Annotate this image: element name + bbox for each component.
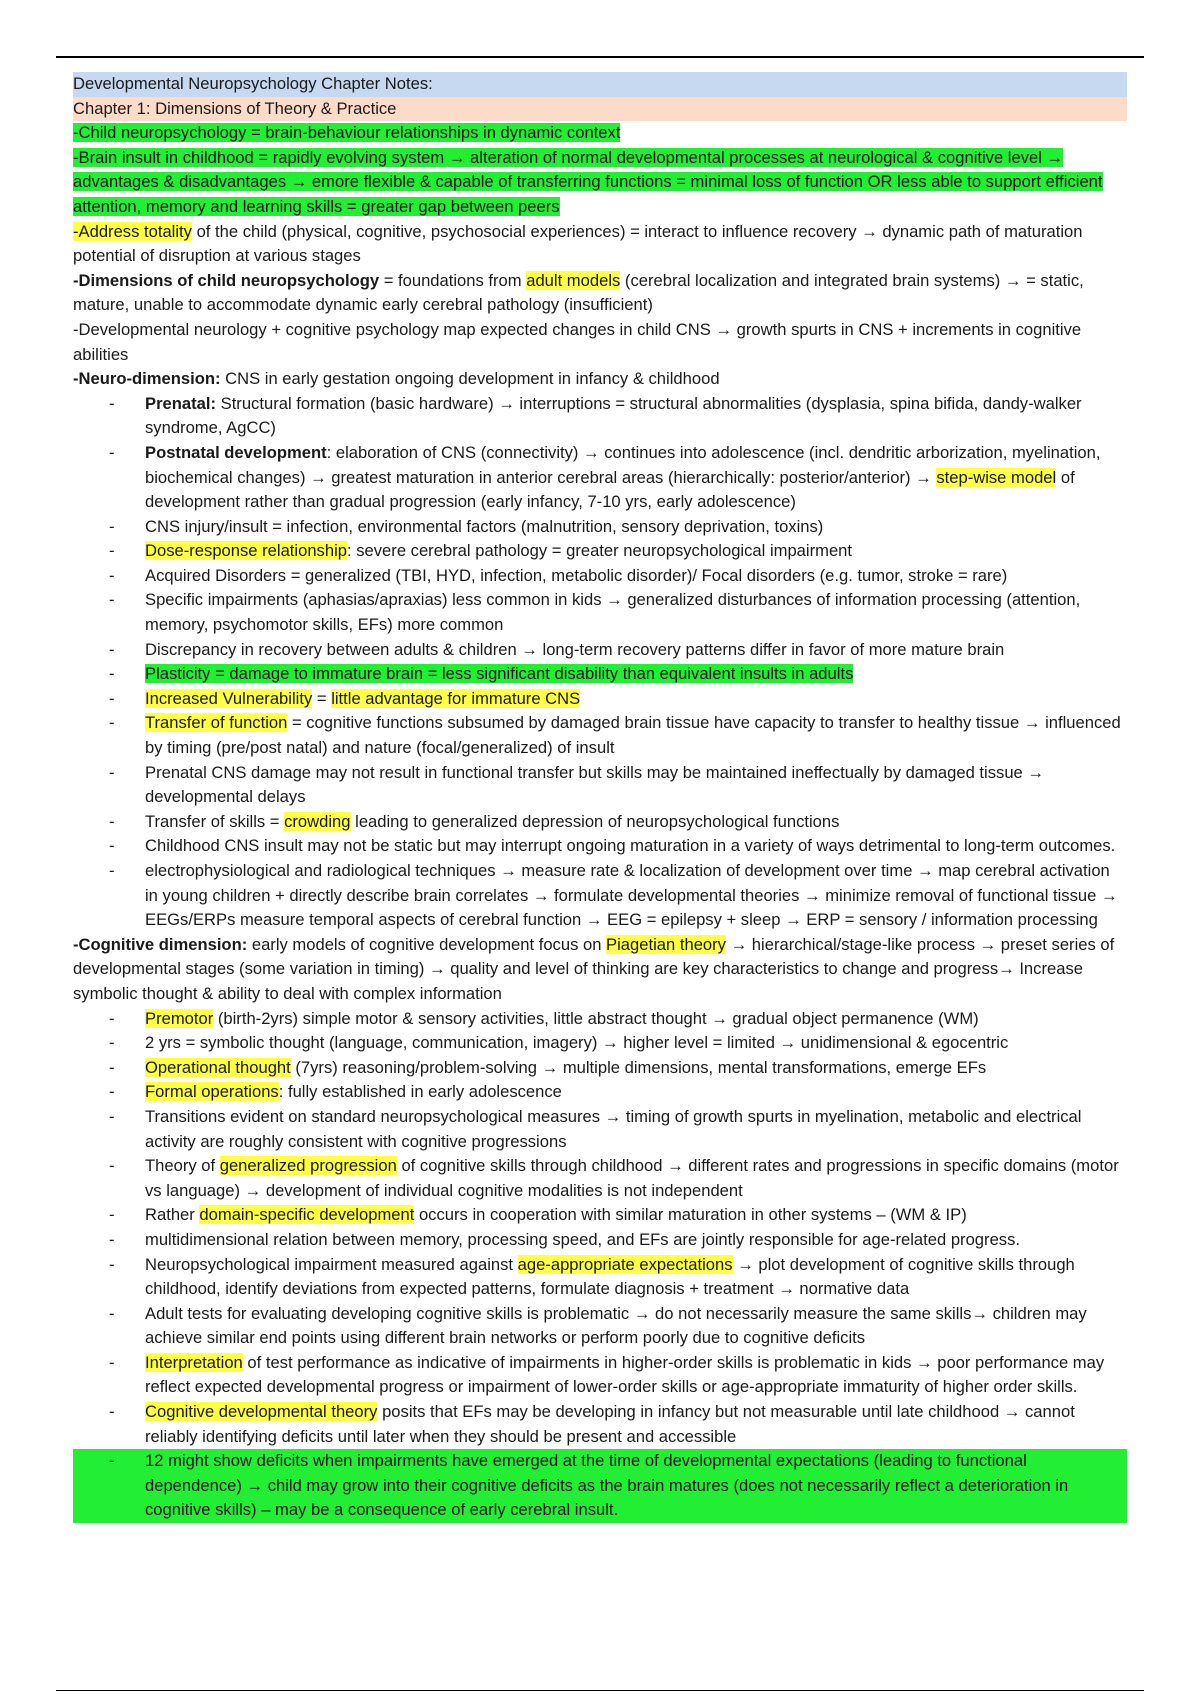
item-text: Structural formation (basic hardware) → interruptions = structural abnormalities (dysplasia, spina bifida, dandy-walker syndrome, AgCC) (145, 393, 1082, 438)
cognitive-bullet-list (73, 1007, 1127, 1523)
para-neuro-dimension (73, 367, 1127, 392)
para-cognitive-dimension (73, 933, 1127, 1007)
bold-term: -Neuro-dimension: (73, 369, 221, 389)
list-item (73, 711, 1127, 760)
list-item (73, 687, 1127, 712)
list-item (73, 441, 1127, 515)
list-item: - Transitions evident on standard neuropsychological measures → timing of growth spurts in myelination, metabolic and electrical activity are roughly consistent with cognitive progressions (73, 1105, 1127, 1154)
list-item (73, 1056, 1127, 1081)
top-rule (56, 56, 1144, 58)
item-text: (birth-2yrs) simple motor & sensory activities, little abstract thought → gradual object permanence (WM) (213, 1008, 979, 1028)
item-text: occurs in cooperation with similar maturation in other systems – (WM & IP) (414, 1205, 967, 1225)
list-item: - Adult tests for evaluating developing cognitive skills is problematic → do not necessarily measure the same skills→ children may achieve similar end points using different brain networks or perform poorly due to cognitive deficits (73, 1302, 1127, 1351)
item-text: of test performance as indicative of impairments in higher-order skills is problematic in kids → poor performance may reflect expected developmental progress or impairment of lower-order skills or age-appropriate immaturity of higher order skills. (145, 1352, 1105, 1397)
item-text: of development rather than gradual progression (early infancy, 7-10 yrs, early adolescence) (145, 467, 1075, 512)
list-item: - electrophysiological and radiological techniques → measure rate & localization of development over time → map cerebral activation in young children + directly describe brain correlates → formulate developmental theories → minimize removal of functional tissue → EEGs/ERPs measure temporal aspects of cerebral function → EEG = epilepsy + sleep → ERP = sensory / information processing (73, 859, 1127, 933)
highlight-green: -Brain insult in childhood = rapidly evolving system → alteration of normal developmental processes at neurological & cognitive level → advantages & disadvantages → emore flexible & capable of transferring functions = minimal loss of function OR less able to support efficient attention, memory and learning skills = greater gap between peers (73, 147, 1103, 216)
item-text: posits that EFs may be developing in infancy but not measurable until late childhood → cannot reliably identifying deficits until later when they should be present and accessible (145, 1402, 1075, 1446)
para-text: (cerebral localization and integrated brain systems) → = static, mature, unable to accommodate dynamic early cerebral pathology (insufficient) (73, 270, 1084, 315)
highlight-yellow: age-appropriate expectations (517, 1254, 733, 1274)
list-item (73, 1203, 1127, 1228)
highlight-yellow: -Address totality (73, 221, 192, 241)
highlight-green: -Child neuropsychology = brain-behaviour relationships in dynamic context (73, 123, 621, 143)
item-text: Rather (145, 1205, 200, 1225)
bold-term: -Dimensions of child neuropsychology (73, 270, 380, 290)
list-item: - CNS injury/insult = infection, environmental factors (malnutrition, sensory deprivation, toxins) (73, 515, 1127, 540)
item-text: = (312, 688, 332, 708)
highlight-green: Plasticity (145, 664, 211, 684)
bottom-rule (56, 1690, 1144, 1691)
item-text: : elaboration of CNS (connectivity) → continues into adolescence (incl. dendritic arborization, myelination, biochemical changes) → greatest maturation in anterior cerebral areas (hierarchically: posterior/anterior) → (145, 442, 1101, 487)
highlight-yellow: Formal operations (145, 1082, 279, 1102)
list-item (73, 810, 1127, 835)
highlight-yellow: domain-specific development (199, 1205, 415, 1225)
item-text: of cognitive skills through childhood → different rates and progressions in specific domains (motor vs language) → development of individual cognitive modalities is not independent (145, 1156, 1119, 1200)
list-item (73, 662, 1127, 687)
item-text: : fully established in early adolescence (278, 1082, 562, 1102)
highlight-yellow: crowding (284, 811, 351, 831)
highlight-yellow: Cognitive developmental theory (145, 1402, 378, 1422)
para-dimensions (73, 269, 1127, 318)
para-text: of the child (physical, cognitive, psychosocial experiences) = interact to influence recovery → dynamic path of maturation potential of disruption at various stages (73, 221, 1083, 266)
highlight-yellow: Operational thought (145, 1057, 291, 1077)
list-item: - multidimensional relation between memory, processing speed, and EFs are jointly responsible for age-related progress. (73, 1228, 1127, 1253)
item-text: → plot development of cognitive skills through childhood, identify deviations from expected patterns, formulate diagnosis + treatment → normative data (145, 1254, 1075, 1299)
highlight-yellow: Dose-response relationship (145, 541, 348, 561)
list-item: - Discrepancy in recovery between adults & children → long-term recovery patterns differ in favor of more mature brain (73, 638, 1127, 663)
list-item (73, 539, 1127, 564)
highlight-yellow: Transfer of function (145, 713, 288, 733)
list-item (73, 1400, 1127, 1449)
para-text: → hierarchical/stage-like process → preset series of developmental stages (some variation in timing) → quality and level of thinking are key characteristics to change and progress→ Increase symbolic thought & ability to deal with complex information (73, 934, 1115, 1003)
para-child-neuropsychology (73, 121, 1127, 146)
list-item (73, 1007, 1127, 1032)
para-text: early models of cognitive development focus on (247, 934, 607, 954)
para-address-totality (73, 220, 1127, 269)
document-page (73, 72, 1127, 1523)
item-text: : severe cerebral pathology = greater neuropsychological impairment (347, 541, 853, 561)
chapter-heading: Chapter 1: Dimensions of Theory & Practice (73, 97, 1127, 122)
item-text: leading to generalized depression of neuropsychological functions (350, 811, 840, 831)
highlight-yellow: adult models (526, 270, 621, 290)
list-item: - Prenatal CNS damage may not result in functional transfer but skills may be maintained ineffectually by damaged tissue → developmental delays (73, 761, 1127, 810)
list-item (73, 1351, 1127, 1400)
list-item-highlighted: - 12 might show deficits when impairments have emerged at the time of developmental expectations (leading to functional dependence) → child may grow into their cognitive deficits as the brain matures (does not necessarily reflect a deterioration in cognitive skills) – may be a consequence of early cerebral insult. (73, 1449, 1127, 1523)
item-text: Neuropsychological impairment measured against (145, 1254, 518, 1274)
highlight-yellow: little advantage for immature CNS (331, 688, 581, 708)
para-brain-insult (73, 146, 1127, 220)
item-text: = cognitive functions subsumed by damaged brain tissue have capacity to transfer to healthy tissue → influenced by timing (pre/post natal) and nature (focal/generalized) of insult (145, 713, 1121, 758)
para-text: CNS in early gestation ongoing development in infancy & childhood (220, 369, 720, 389)
list-item: - Specific impairments (aphasias/apraxias) less common in kids → generalized disturbances of information processing (attention, memory, psychomotor skills, EFs) more common (73, 588, 1127, 637)
list-item: - Acquired Disorders = generalized (TBI, HYD, infection, metabolic disorder)/ Focal disorders (e.g. tumor, stroke = rare) (73, 564, 1127, 589)
para-text: = foundations from (379, 270, 527, 290)
bold-term: Postnatal development (145, 442, 327, 462)
list-item (73, 1154, 1127, 1203)
list-item: - Childhood CNS insult may not be static but may interrupt ongoing maturation in a variety of ways detrimental to long-term outcomes. (73, 834, 1127, 859)
item-text: (7yrs) reasoning/problem-solving → multiple dimensions, mental transformations, emerge EFs (290, 1057, 987, 1077)
item-text: Theory of (145, 1156, 220, 1176)
bold-term: -Cognitive dimension: (73, 934, 248, 954)
list-item (73, 1253, 1127, 1302)
doc-title: Developmental Neuropsychology Chapter Notes: (73, 72, 1127, 97)
highlight-yellow: Piagetian theory (606, 934, 726, 954)
list-item (73, 392, 1127, 441)
highlight-yellow: Increased Vulnerability (145, 688, 313, 708)
list-item (73, 1080, 1127, 1105)
list-item: - 2 yrs = symbolic thought (language, communication, imagery) → higher level = limited → unidimensional & egocentric (73, 1031, 1127, 1056)
item-text: Transfer of skills = (145, 811, 285, 831)
highlight-green: = damage to immature brain = less significant disability than equivalent insults in adults (210, 664, 854, 684)
highlight-yellow: Premotor (145, 1008, 214, 1028)
para-developmental-neurology: -Developmental neurology + cognitive psychology map expected changes in child CNS → growth spurts in CNS + increments in cognitive abilities (73, 319, 1082, 364)
highlight-yellow: Interpretation (145, 1352, 243, 1372)
bold-term: Prenatal: (145, 393, 217, 413)
highlight-yellow: step-wise model (936, 467, 1057, 487)
highlight-yellow: generalized progression (219, 1156, 397, 1176)
neuro-bullet-list (73, 392, 1127, 933)
